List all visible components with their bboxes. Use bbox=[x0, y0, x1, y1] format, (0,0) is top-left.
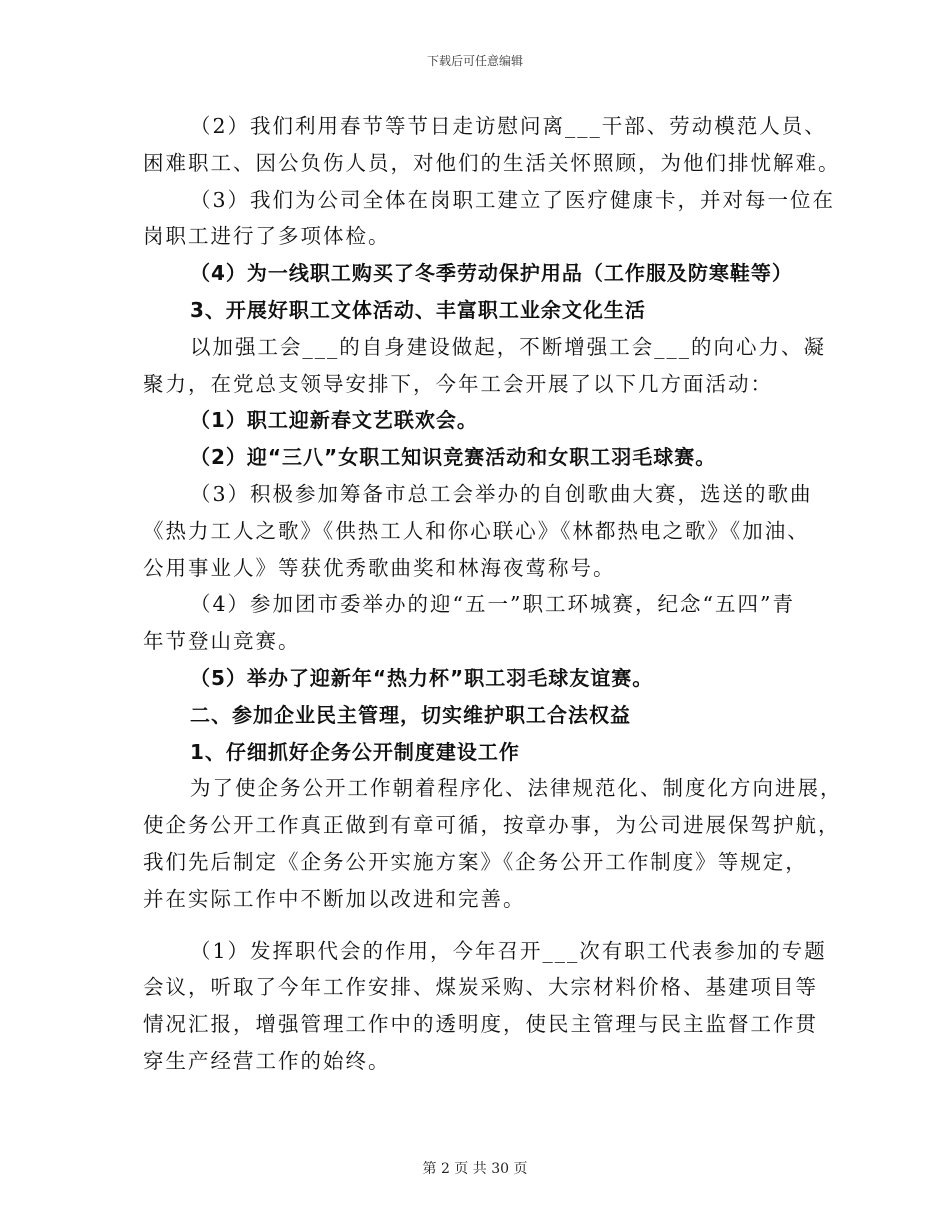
paragraph-line: 我们先后制定《企务公开实施方案》《企务公开工作制度》等规定， bbox=[143, 849, 808, 874]
paragraph-line: 并在实际工作中不断加以改进和完善。 bbox=[143, 886, 526, 911]
paragraph-line: （1）发挥职代会的作用，今年召开___次有职工代表参加的专题 bbox=[190, 938, 827, 963]
page-header: 下载后可任意编辑 bbox=[426, 54, 523, 68]
paragraph-line: 使企务公开工作真正做到有章可循，按章办事，为公司进展保驾护航， bbox=[143, 813, 841, 838]
paragraph-line: 情况汇报，增强管理工作中的透明度，使民主管理与民主监督工作贯 bbox=[143, 1012, 818, 1037]
paragraph-line: 岗职工进行了多项体检。 bbox=[143, 224, 391, 249]
paragraph-line: 公用事业人》等获优秀歌曲奖和林海夜莺称号。 bbox=[143, 555, 616, 580]
bold-item-line: （1）职工迎新春文艺联欢会。 bbox=[190, 408, 478, 433]
section-heading: 1、仔细抓好企务公开制度建设工作 bbox=[190, 739, 520, 764]
paragraph-line: 以加强工会___的自身建设做起，不断增强工会___的向心力、凝 bbox=[190, 334, 826, 359]
section-heading: 二、参加企业民主管理，切实维护职工合法权益 bbox=[190, 702, 631, 727]
paragraph-line: 《热力工人之歌》《供热工人和你心联心》《林都热电之歌》《加油、 bbox=[143, 518, 810, 543]
bold-item-line: （4）为一线职工购买了冬季劳动保护用品（工作服及防寒鞋等） bbox=[190, 261, 793, 286]
page-footer: 第 2 页 共 30 页 bbox=[422, 1161, 528, 1177]
paragraph-line: 年节登山竞赛。 bbox=[143, 629, 301, 654]
bold-item-line: （2）迎“三八”女职工知识竞赛活动和女职工羽毛球赛。 bbox=[190, 445, 717, 470]
paragraph-line: 会议，听取了今年工作安排、煤炭采购、大宗材料价格、基建项目等 bbox=[143, 975, 818, 1000]
document-body bbox=[143, 108, 843, 1080]
paragraph-line: （4）参加团市委举办的迎“五一”职工环城赛，纪念“五四”青 bbox=[190, 592, 795, 617]
paragraph-line: （3）我们为公司全体在岗职工建立了医疗健康卡，并对每一位在 bbox=[190, 187, 836, 212]
paragraph-line: 穿生产经营工作的始终。 bbox=[143, 1048, 391, 1073]
paragraph-line: 为了使企务公开工作朝着程序化、法律规范化、制度化方向进展， bbox=[190, 776, 843, 801]
paragraph-line: 困难职工、因公负伤人员，对他们的生活关怀照顾，为他们排忧解难。 bbox=[143, 150, 841, 175]
section-heading: 3、开展好职工文体活动、丰富职工业余文化生活 bbox=[190, 297, 646, 322]
paragraph-line: 聚力，在党总支领导安排下，今年工会开展了以下几方面活动： bbox=[143, 371, 773, 396]
paragraph-line: （3）积极参加筹备市总工会举办的自创歌曲大赛，选送的歌曲 bbox=[190, 481, 813, 506]
bold-item-line: （5）举办了迎新年“热力杯”职工羽毛球友谊赛。 bbox=[190, 665, 654, 690]
paragraph-line: （2）我们利用春节等节日走访慰问离___干部、劳动模范人员、 bbox=[190, 114, 827, 138]
